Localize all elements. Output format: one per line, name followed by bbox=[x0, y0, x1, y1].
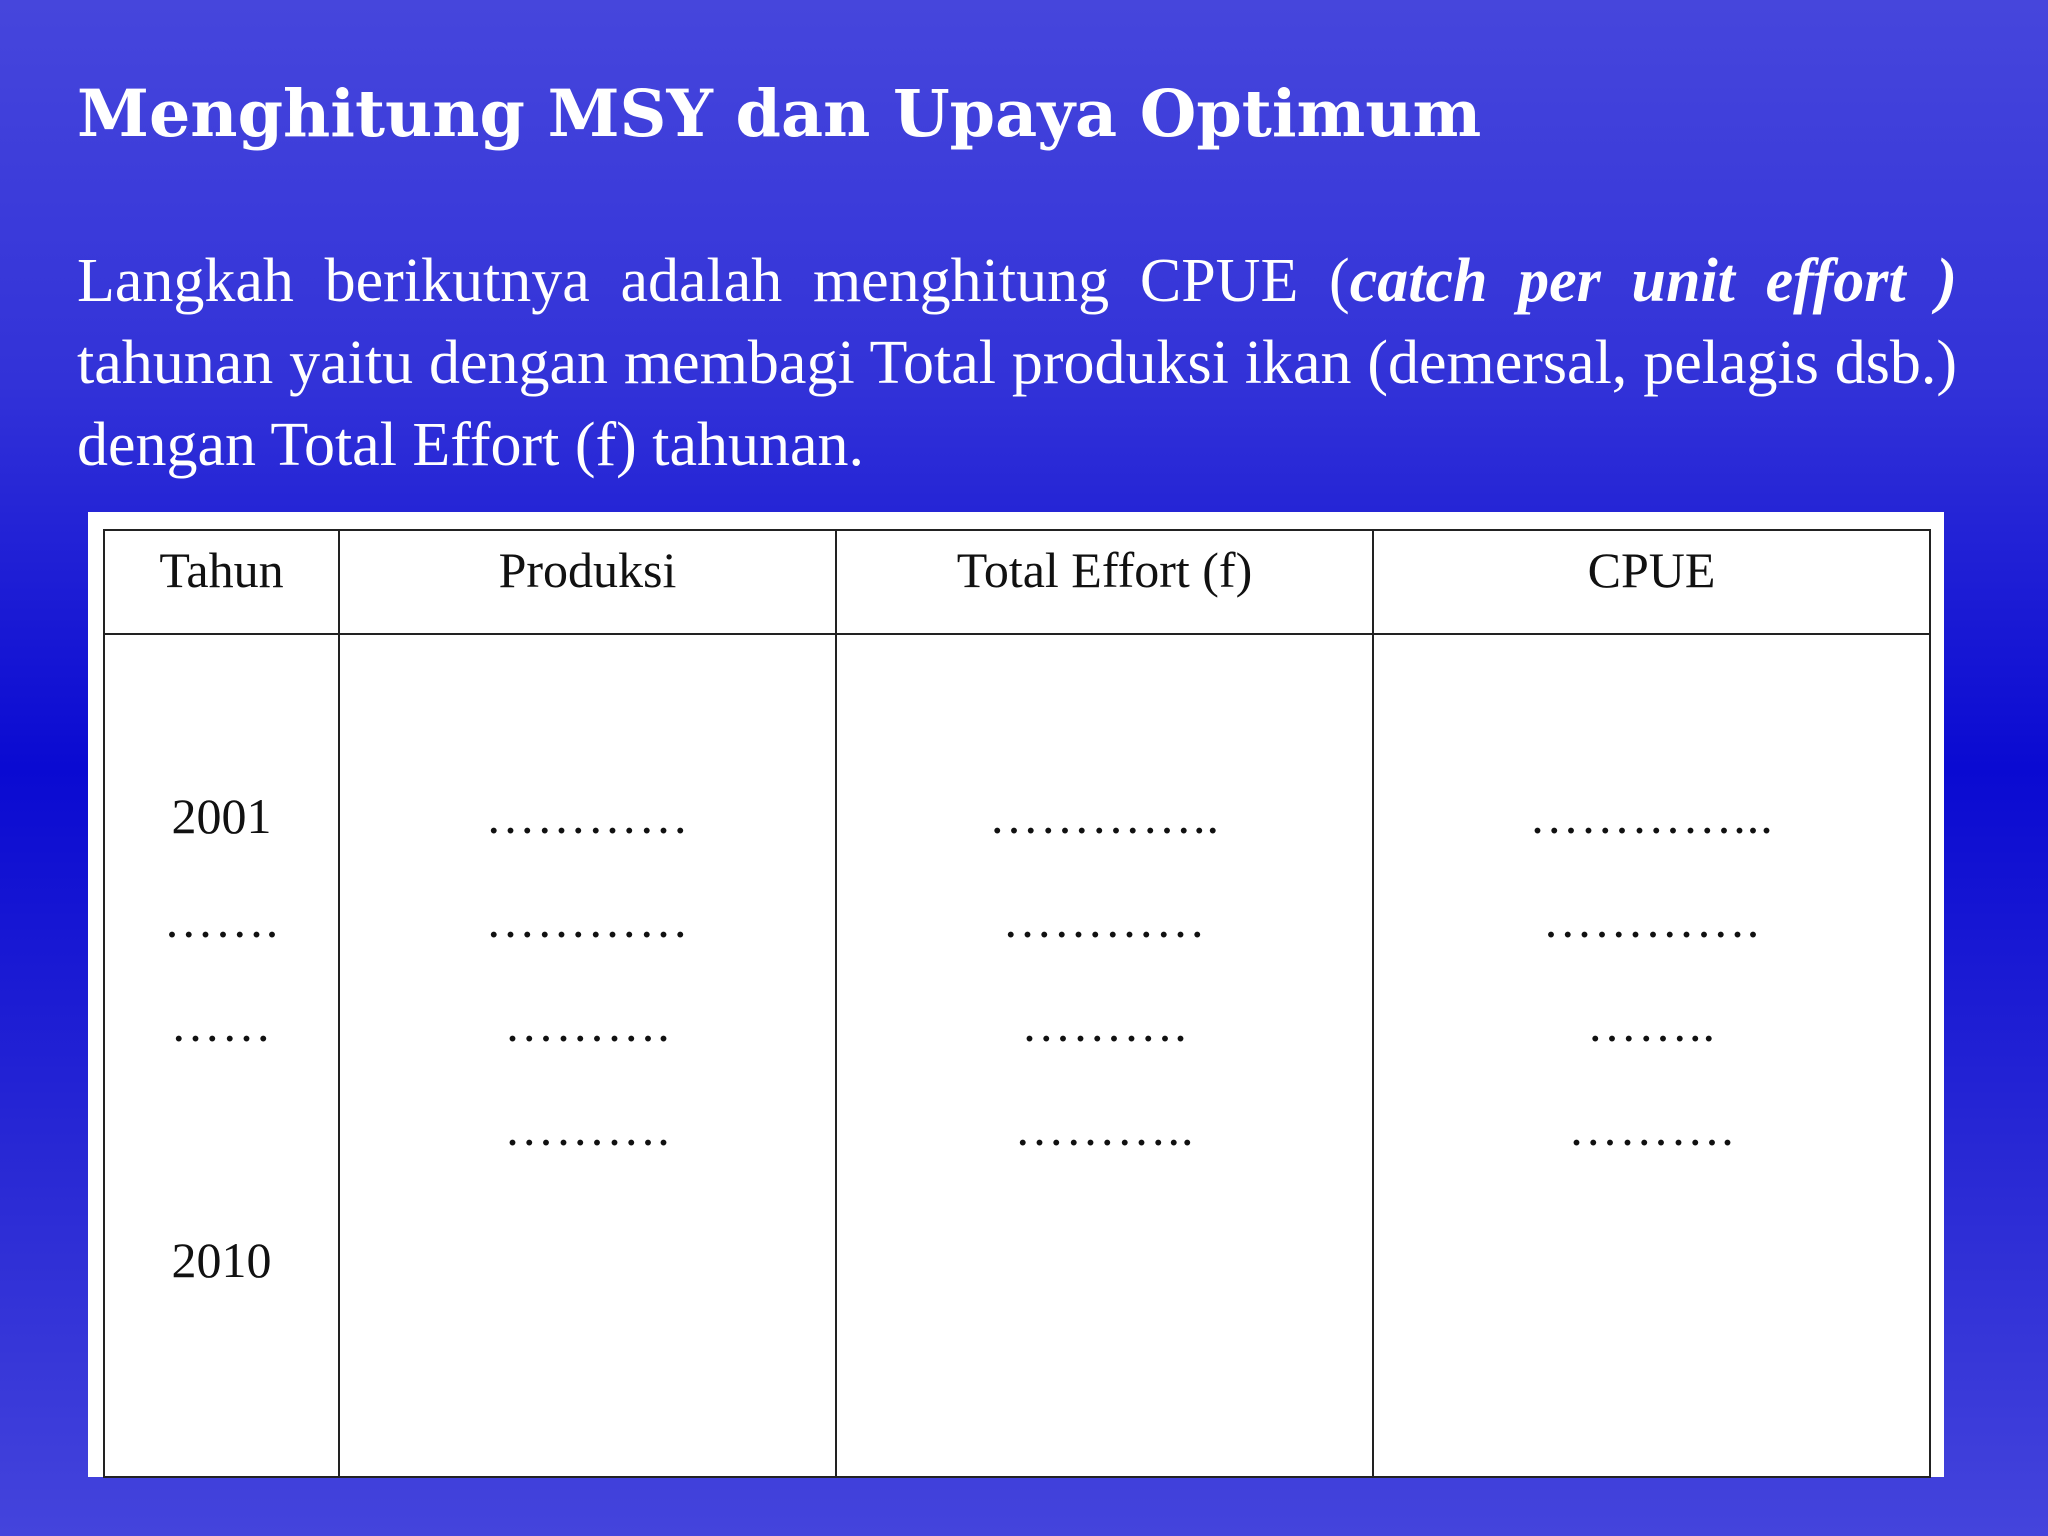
header-produksi: Produksi bbox=[339, 530, 836, 634]
table-cell bbox=[836, 634, 1373, 764]
paragraph-text-1: Langkah berikutnya adalah menghitung CPUE ( bbox=[77, 247, 1350, 315]
effort-cell: ………….. bbox=[836, 764, 1373, 868]
table-row bbox=[104, 972, 1930, 1076]
table-row bbox=[104, 764, 1930, 868]
produksi-cell: ………… bbox=[339, 764, 836, 868]
produksi-cell: ………. bbox=[339, 1076, 836, 1180]
header-total-effort: Total Effort (f) bbox=[836, 530, 1373, 634]
paragraph-text-2: tahunan yaitu dengan membagi Total produksi ikan (demersal, pelagis dsb.) dengan Total Effort (f) tahunan. bbox=[77, 329, 1957, 479]
cpue-cell: …….. bbox=[1373, 972, 1930, 1076]
cpue-cell: …………. bbox=[1373, 868, 1930, 972]
effort-cell: ……….. bbox=[836, 1076, 1373, 1180]
table-row bbox=[104, 1076, 1930, 1180]
table-spacer-row bbox=[104, 634, 1930, 764]
table-spacer-row bbox=[104, 1340, 1930, 1477]
effort-cell bbox=[836, 1180, 1373, 1340]
table-header-row bbox=[104, 530, 1930, 634]
table-cell bbox=[1373, 1340, 1930, 1477]
cpue-table bbox=[103, 529, 1931, 1478]
effort-cell: ………… bbox=[836, 868, 1373, 972]
table-cell bbox=[104, 634, 339, 764]
table-panel bbox=[88, 512, 1944, 1477]
effort-cell: ………. bbox=[836, 972, 1373, 1076]
year-cell: ……. bbox=[104, 868, 339, 972]
year-cell bbox=[104, 1076, 339, 1180]
paragraph-emphasis: catch per unit effort ) bbox=[1349, 247, 1958, 315]
table-row bbox=[104, 1180, 1930, 1340]
cpue-cell bbox=[1373, 1180, 1930, 1340]
year-cell: …… bbox=[104, 972, 339, 1076]
produksi-cell bbox=[339, 1180, 836, 1340]
header-tahun: Tahun bbox=[104, 530, 339, 634]
year-cell: 2001 bbox=[104, 764, 339, 868]
table-cell bbox=[339, 1340, 836, 1477]
cpue-cell: …………... bbox=[1373, 764, 1930, 868]
produksi-cell: ………… bbox=[339, 868, 836, 972]
produksi-cell: ………. bbox=[339, 972, 836, 1076]
slide-paragraph bbox=[77, 240, 1957, 486]
table-cell bbox=[1373, 634, 1930, 764]
cpue-cell: ………. bbox=[1373, 1076, 1930, 1180]
table-row bbox=[104, 868, 1930, 972]
slide-title: Menghitung MSY dan Upaya Optimum bbox=[77, 76, 1482, 152]
header-cpue: CPUE bbox=[1373, 530, 1930, 634]
table-cell bbox=[104, 1340, 339, 1477]
year-cell: 2010 bbox=[104, 1180, 339, 1340]
table-cell bbox=[836, 1340, 1373, 1477]
table-cell bbox=[339, 634, 836, 764]
